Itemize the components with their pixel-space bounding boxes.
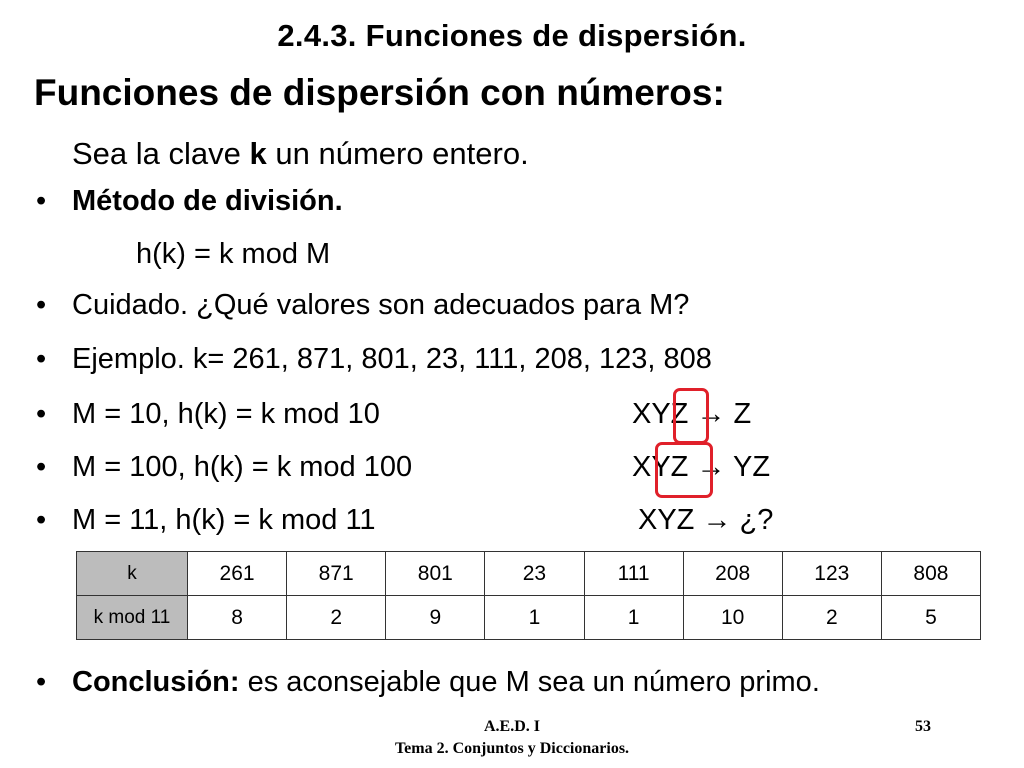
table-cell: 111: [584, 552, 683, 596]
bullet-dot: •: [36, 504, 47, 536]
table-row: [77, 596, 981, 640]
method-label: Método de división.: [72, 185, 343, 217]
bullet-dot: •: [36, 666, 47, 698]
bullet-conclusion: [36, 664, 820, 700]
table-cell: 2: [782, 596, 881, 640]
table-cell: 23: [485, 552, 584, 596]
table-cell: 123: [782, 552, 881, 596]
table-cell: 9: [386, 596, 485, 640]
caution-text: Cuidado. ¿Qué valores son adecuados para M?: [72, 289, 690, 321]
table-row-label: k: [77, 552, 188, 596]
case-right: XYZ → YZ: [632, 451, 771, 483]
intro-key: k: [249, 136, 267, 171]
case-left: M = 10, h(k) = k mod 10: [72, 398, 380, 430]
bullet-example: [36, 341, 712, 377]
bullet-dot: •: [36, 343, 47, 375]
bullet-dot: •: [36, 289, 47, 321]
case-right: XYZ → Z: [632, 398, 752, 430]
table-row-label: k mod 11: [77, 596, 188, 640]
bullet-case-11: [36, 502, 376, 538]
table-cell: 5: [881, 596, 980, 640]
case-left: M = 100, h(k) = k mod 100: [72, 451, 413, 483]
bullet-method: [36, 183, 343, 219]
intro-text: [72, 136, 529, 172]
highlight-last-two-digits: [655, 442, 713, 498]
formula: h(k) = k mod M: [136, 238, 331, 270]
table-cell: 2: [287, 596, 386, 640]
section-title: 2.4.3. Funciones de dispersión.: [277, 18, 747, 53]
table-row: [77, 552, 981, 596]
example-text: Ejemplo. k= 261, 871, 801, 23, 111, 208, 123, 808: [72, 343, 712, 375]
table-cell: 871: [287, 552, 386, 596]
table-cell: 1: [584, 596, 683, 640]
table-cell: 801: [386, 552, 485, 596]
case-left: M = 11, h(k) = k mod 11: [72, 504, 376, 536]
hash-table: [76, 551, 981, 640]
bullet-dot: •: [36, 185, 47, 217]
page-number: 53: [915, 718, 931, 735]
slide-title: Funciones de dispersión con números:: [34, 72, 725, 113]
highlight-last-digit: [673, 388, 709, 444]
table-cell: 261: [188, 552, 287, 596]
conclusion-text: es aconsejable que M sea un número primo.: [239, 666, 820, 698]
bullet-caution: [36, 287, 689, 323]
bullet-dot: •: [36, 451, 47, 483]
intro-pre: Sea la clave: [72, 136, 250, 171]
footer-course: A.E.D. I: [483, 718, 540, 735]
table-cell: 8: [188, 596, 287, 640]
table-cell: 808: [881, 552, 980, 596]
intro-post: un número entero.: [266, 136, 529, 171]
bullet-case-100: [36, 449, 412, 485]
table-cell: 208: [683, 552, 782, 596]
table-cell: 10: [683, 596, 782, 640]
table-cell: 1: [485, 596, 584, 640]
bullet-dot: •: [36, 398, 47, 430]
footer-topic: Tema 2. Conjuntos y Diccionarios.: [394, 740, 630, 757]
case-right: XYZ → ¿?: [638, 504, 774, 536]
bullet-case-10: [36, 396, 380, 432]
conclusion-label: Conclusión:: [72, 666, 240, 698]
